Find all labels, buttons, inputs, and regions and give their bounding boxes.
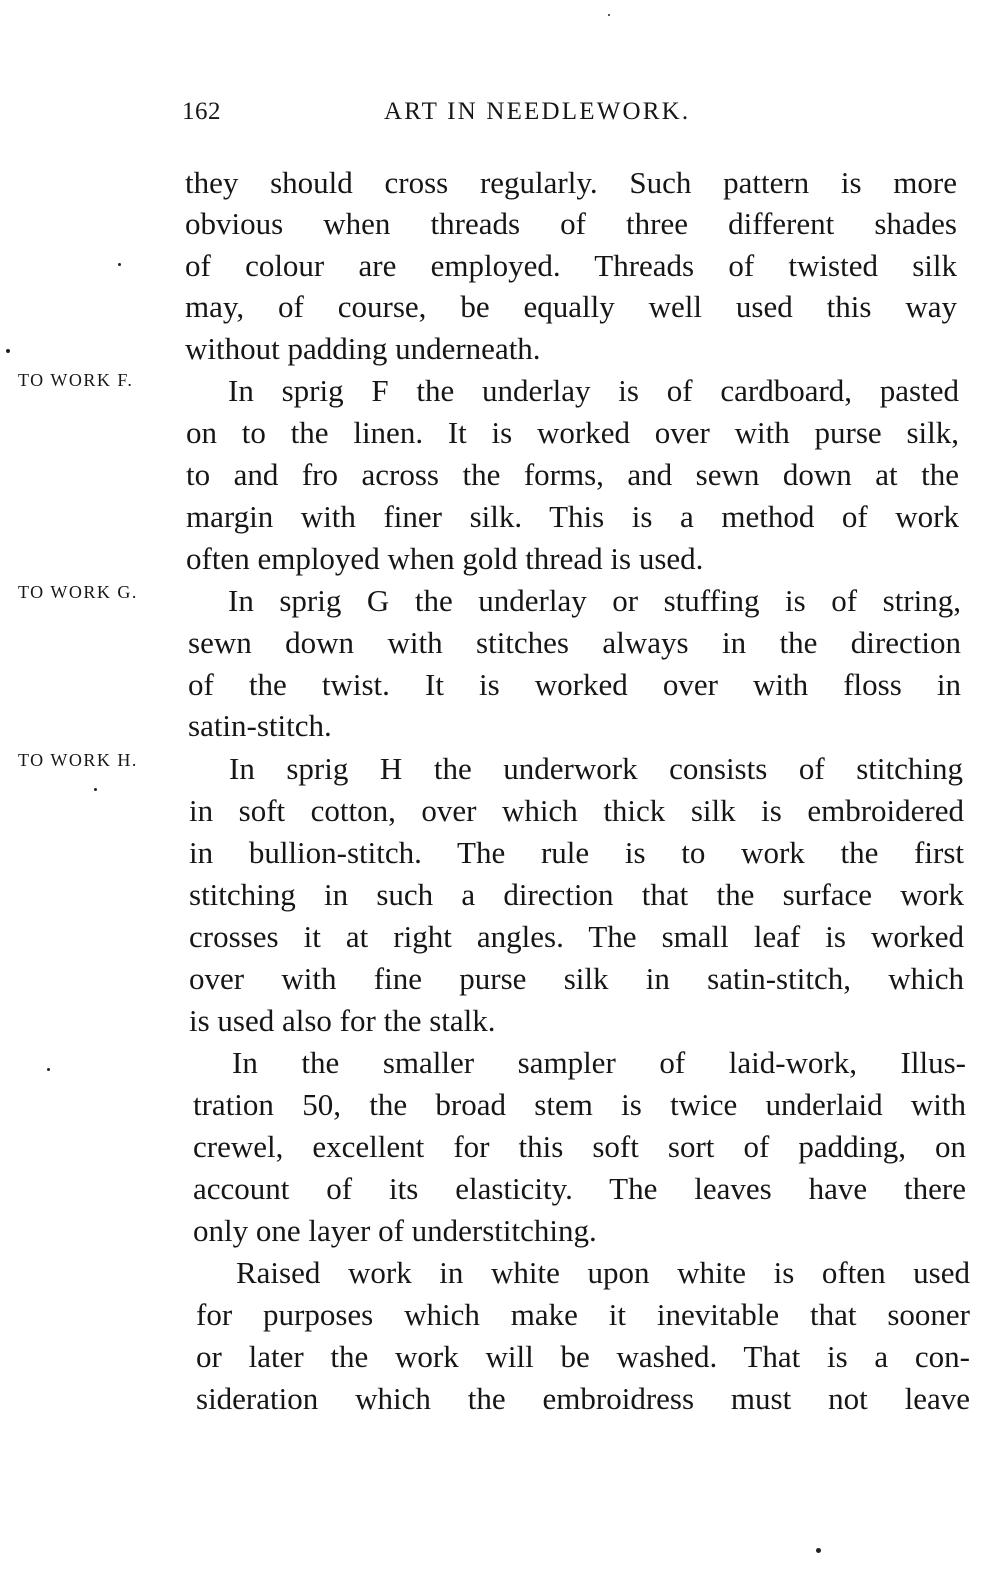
- text-line: to and fro across the forms, and sewn down at the: [186, 457, 959, 492]
- text-line: they should cross regularly. Such pattern is more: [185, 165, 957, 200]
- ink-speck: [608, 14, 610, 16]
- ink-speck: [118, 263, 121, 266]
- text-line: obvious when threads of three different shades: [185, 206, 957, 241]
- text-line: of the twist. It is worked over with floss in: [188, 667, 961, 702]
- page-number: 162: [182, 98, 221, 125]
- text-line: sideration which the embroidress must not leave: [196, 1381, 970, 1416]
- ink-speck: [94, 788, 97, 791]
- text-line: In sprig F the underlay is of cardboard, pasted: [228, 373, 959, 408]
- text-line: account of its elasticity. The leaves have there: [193, 1171, 966, 1206]
- page-header: [182, 98, 962, 138]
- text-line: In the smaller sampler of laid-work, Illus-: [232, 1045, 966, 1080]
- text-line: stitching in such a direction that the surface work: [189, 877, 964, 912]
- running-title: ART IN NEEDLEWORK.: [384, 98, 691, 125]
- text-line: in soft cotton, over which thick silk is embroidered: [189, 793, 964, 828]
- text-line: without padding underneath.: [185, 331, 541, 366]
- margin-note-work-g: TO WORK G.: [18, 582, 138, 602]
- ink-speck: [6, 349, 10, 353]
- text-line: or later the work will be washed. That is a con-: [196, 1339, 970, 1374]
- margin-note-work-f: TO WORK F.: [18, 370, 134, 390]
- text-line: crewel, excellent for this soft sort of padding, on: [193, 1129, 966, 1164]
- text-line: over with fine purse silk in satin-stitch, which: [189, 961, 964, 996]
- text-line: often employed when gold thread is used.: [186, 541, 704, 576]
- text-line: satin-stitch.: [188, 708, 332, 743]
- text-line: In sprig G the underlay or stuffing is of string,: [228, 583, 961, 618]
- text-line: margin with finer silk. This is a method of work: [186, 499, 959, 534]
- text-line: In sprig H the underwork consists of stitching: [229, 751, 963, 786]
- text-line: of colour are employed. Threads of twisted silk: [185, 248, 957, 283]
- text-line: tration 50, the broad stem is twice underlaid with: [193, 1087, 966, 1122]
- text-line: for purposes which make it inevitable that sooner: [196, 1297, 970, 1332]
- text-line: in bullion-stitch. The rule is to work the first: [189, 835, 964, 870]
- text-line: may, of course, be equally well used this way: [185, 289, 957, 324]
- text-line: on to the linen. It is worked over with purse silk,: [186, 415, 959, 450]
- text-line: sewn down with stitches always in the direction: [188, 625, 961, 660]
- text-line: Raised work in white upon white is often used: [236, 1255, 970, 1290]
- margin-note-work-h: TO WORK H.: [18, 750, 138, 770]
- ink-speck: [816, 1548, 821, 1553]
- text-line: crosses it at right angles. The small leaf is worked: [189, 919, 964, 954]
- ink-speck: [47, 1068, 50, 1071]
- text-line: is used also for the stalk.: [189, 1003, 496, 1038]
- text-line: only one layer of understitching.: [193, 1213, 597, 1248]
